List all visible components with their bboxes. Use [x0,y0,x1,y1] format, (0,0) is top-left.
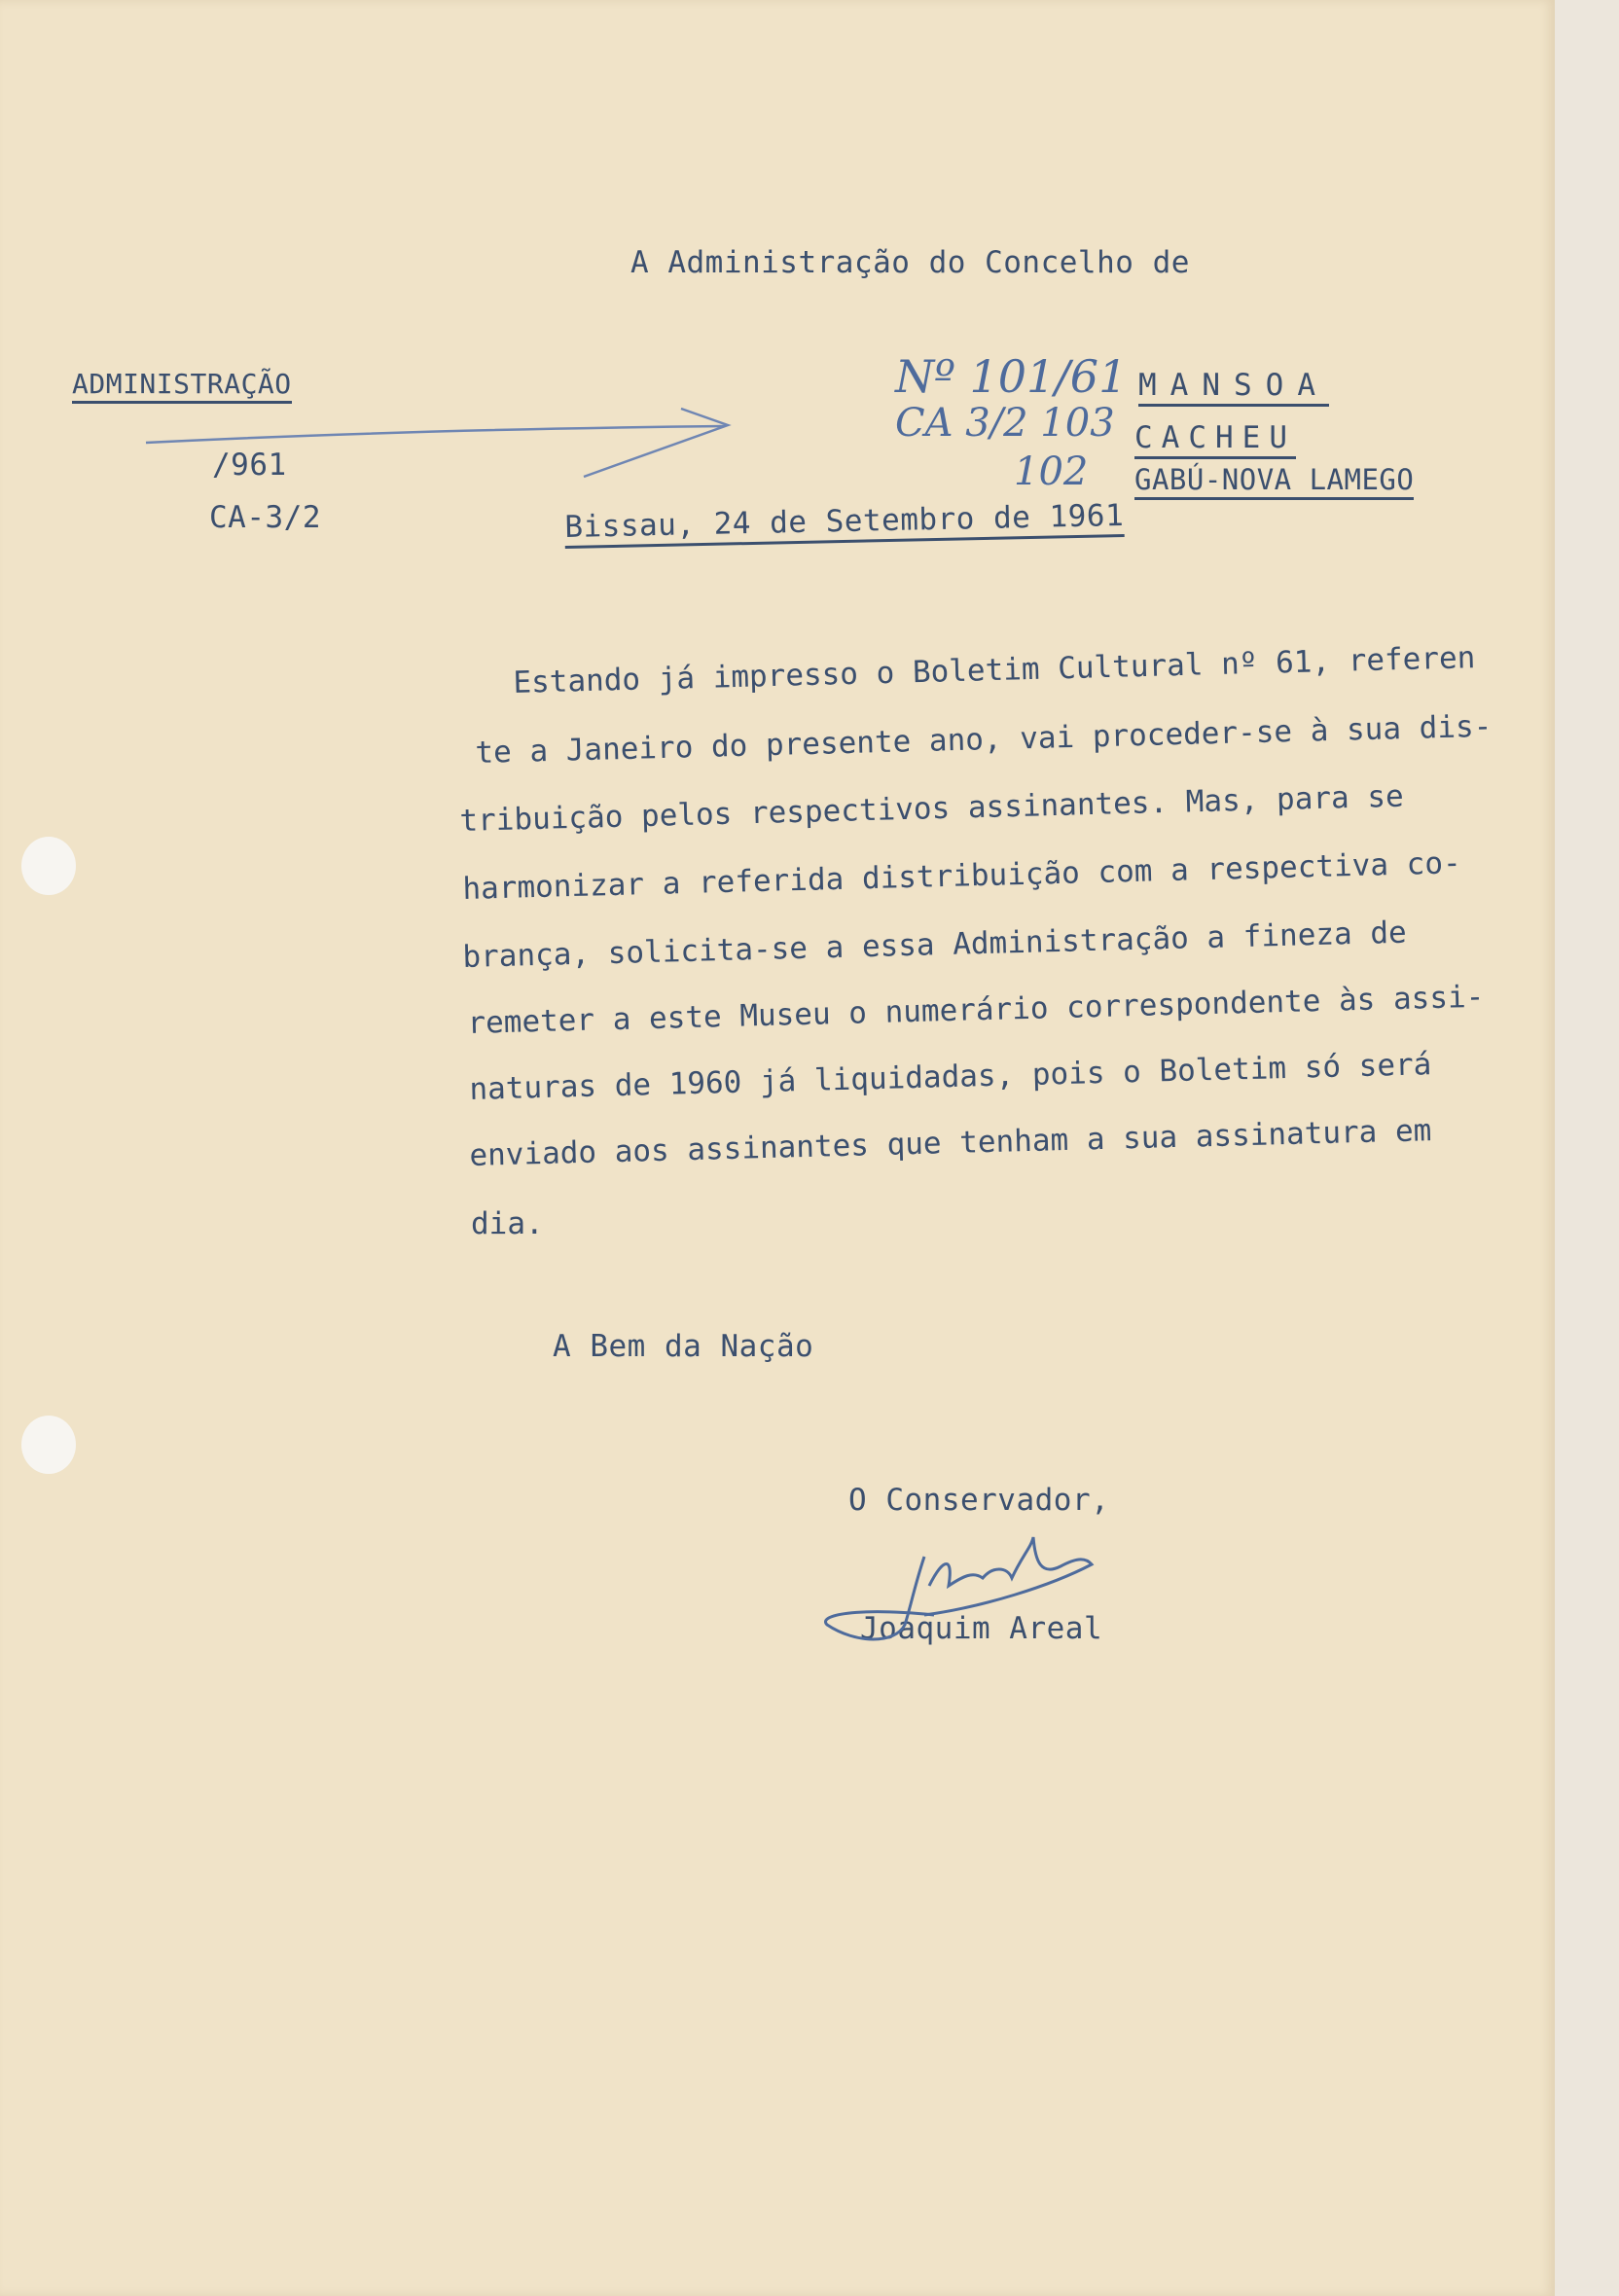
handwritten-ref-3: 102 [1014,449,1089,494]
scan-background-edge [1555,0,1619,2296]
recipient-cacheu: CACHEU [1134,420,1296,459]
punch-hole-lower [21,1416,76,1474]
recipient-mansoa: MANSOA [1138,368,1329,407]
reference-year: /961 [212,448,287,483]
body-line-4: harmonizar a referida distribuição com a respectiva co- [462,845,1462,907]
signature-title: O Conservador, [848,1483,1110,1518]
body-line-7: naturas de 1960 já liquidadas, pois o Boletim só será [469,1047,1432,1107]
body-line-8: enviado aos assinantes que tenham a sua assinatura em [469,1113,1432,1173]
body-line-5: brança, solicita-se a essa Administração a fineza de [462,915,1408,975]
handwritten-ref-1: Nº 101/61 [895,350,1128,403]
reference-code: CA-3/2 [209,500,321,535]
recipient-gabu-nova-lamego: GABÚ-NOVA LAMEGO [1134,463,1414,500]
punch-hole-upper [21,837,76,895]
body-line-9: dia. [471,1206,544,1241]
body-line-2: te a Janeiro do presente ano, vai proceder-se à sua dis- [475,708,1493,771]
addressee-line: A Administração do Concelho de [630,245,1190,280]
signatory-name: Joaquim Areal [860,1611,1103,1646]
sender-office: ADMINISTRAÇÃO [72,368,292,404]
closing-line: A Bem da Nação [553,1329,814,1364]
handwritten-ref-2: CA 3/2 103 [895,401,1115,446]
body-line-3: tribuição pelos respectivos assinantes. Mas, para se [459,778,1405,839]
date-line: Bissau, 24 de Setembro de 1961 [564,498,1125,549]
body-line-6: remeter a este Museu o numerário correspondente às assi- [467,979,1485,1041]
body-line-1: Estando já impresso o Boletim Cultural nº 61, referen [513,640,1476,700]
